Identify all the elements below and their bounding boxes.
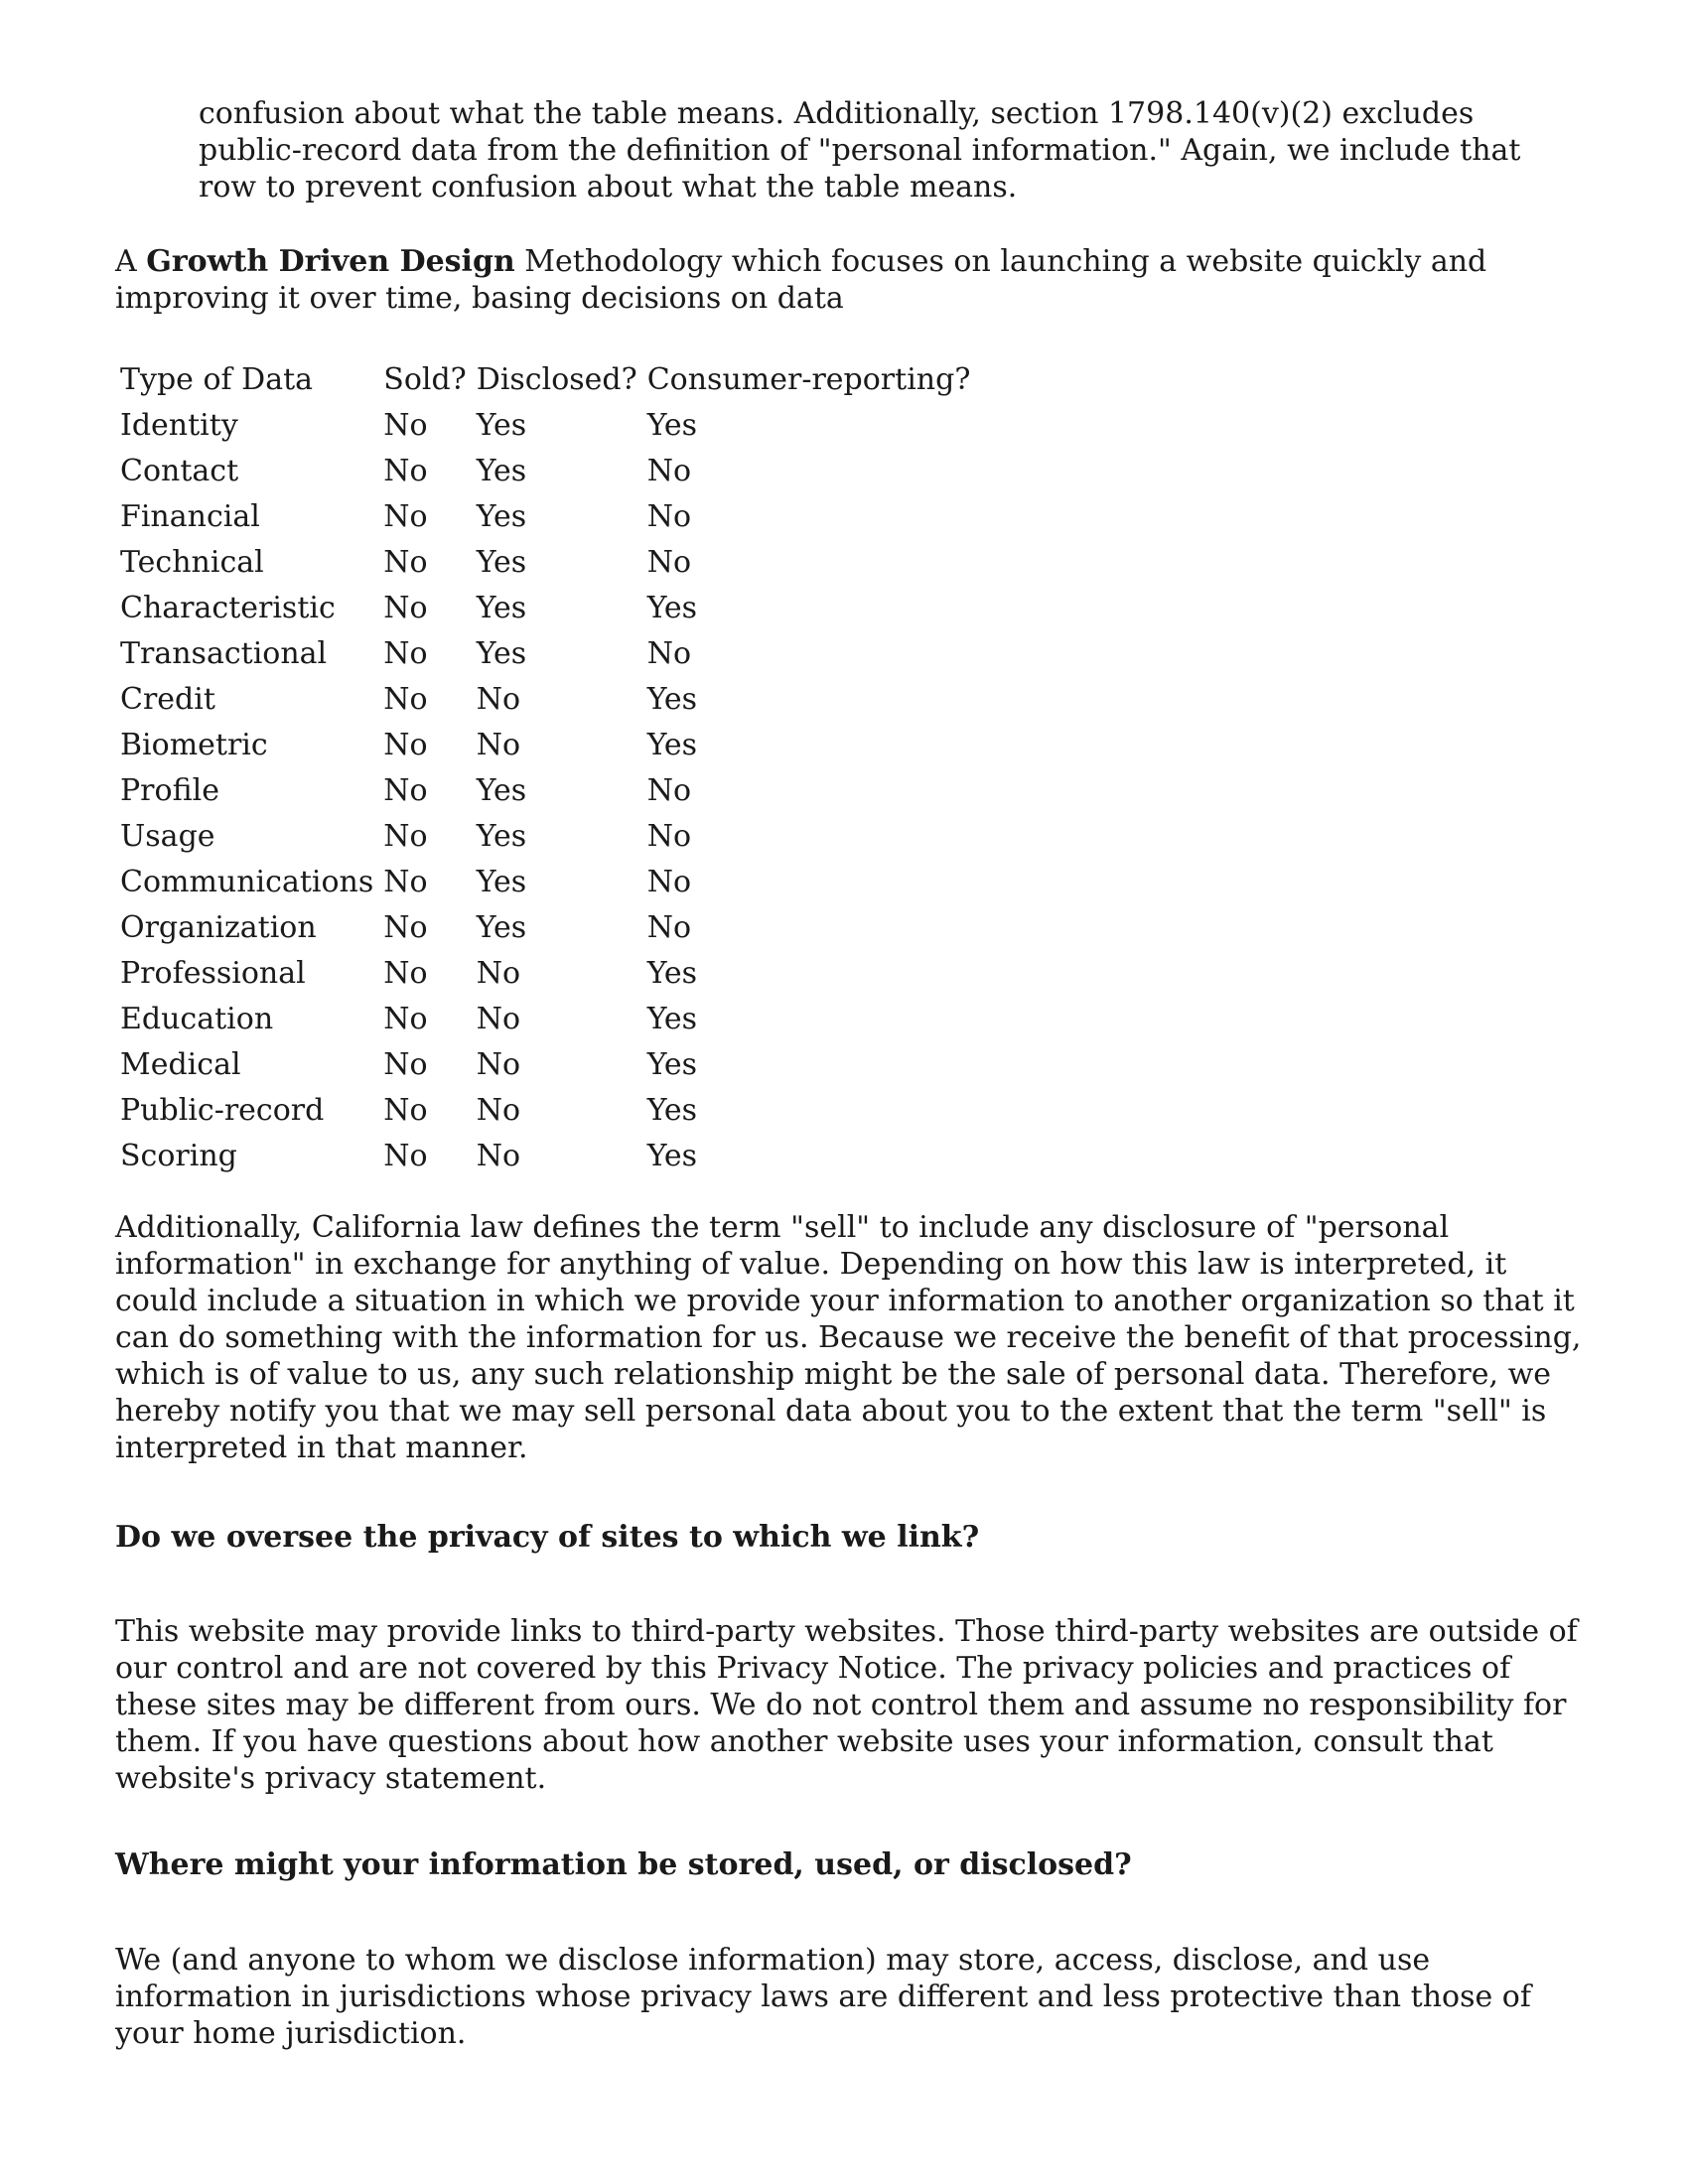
cell-disclosed: Yes (476, 773, 527, 808)
storage-paragraph: We (and anyone to whom we disclose information) may store, access, disclose, and use information in jurisdictions whose privacy laws are different and less protective than those of your home jurisdiction. (115, 1943, 1531, 2051)
table-row (115, 494, 975, 540)
cell-type: Professional (120, 956, 306, 991)
cell-sold: No (383, 773, 428, 808)
cell-type: Transactional (120, 636, 328, 671)
cell-consumer-reporting: No (646, 636, 692, 671)
cell-consumer-reporting: No (646, 499, 692, 534)
table-row (115, 997, 975, 1042)
continuation-paragraph: confusion about what the table means. Additionally, section 1798.140(v)(2) excludes public-record data from the definition of "personal information." Again, we include that row to prevent confusion about what the table means. (199, 96, 1521, 205)
links-paragraph: This website may provide links to third-party websites. Those third-party websites are outside of our control and are not covered by this Privacy Notice. The privacy policies and practices of these sites may be different from ours. We do not control them and assume no responsibility for them. If you have questions about how another website uses your information, consult that website's privacy statement. (115, 1614, 1578, 1796)
cell-sold: No (383, 591, 428, 625)
cell-type: Contact (120, 454, 239, 488)
cell-consumer-reporting: No (646, 819, 692, 854)
intro-bold-term: Growth Driven Design (146, 244, 515, 279)
cell-sold: No (383, 1139, 428, 1173)
sell-paragraph: Additionally, California law defines the term "sell" to include any disclosure of "personal information" in exchange for anything of value. Depending on how this law is interpreted, it could include a situation in which we provide your information to another organization so that it can do something with the information for us. Because we receive the benefit of that processing, which is of value to us, any such relationship might be the sale of personal data. Therefore, we hereby notify you that we may sell personal data about you to the extent that the term "sell" is interpreted in that manner. (115, 1210, 1582, 1465)
cell-sold: No (383, 956, 428, 991)
cell-sold: No (383, 682, 428, 717)
table-row (115, 814, 975, 860)
cell-consumer-reporting: Yes (646, 956, 698, 991)
cell-disclosed: Yes (476, 499, 527, 534)
table-row (115, 449, 975, 494)
table-row (115, 540, 975, 586)
cell-type: Technical (120, 545, 264, 580)
table-row (115, 723, 975, 768)
header-sold: Sold? (383, 362, 467, 397)
cell-sold: No (383, 819, 428, 854)
cell-disclosed: Yes (476, 408, 527, 443)
table-row (115, 1134, 975, 1179)
cell-sold: No (383, 636, 428, 671)
cell-type: Biometric (120, 728, 268, 762)
cell-sold: No (383, 865, 428, 899)
storage-heading: Where might your information be stored, used, or disclosed? (115, 1847, 1132, 1882)
cell-consumer-reporting: Yes (646, 1047, 698, 1082)
table-row (115, 1042, 975, 1088)
cell-consumer-reporting: No (646, 910, 692, 945)
cell-type: Identity (120, 408, 238, 443)
table-header-row (115, 357, 975, 403)
cell-disclosed: No (476, 1002, 521, 1036)
table-body (115, 403, 975, 1179)
cell-consumer-reporting: Yes (646, 408, 698, 443)
cell-type: Public-record (120, 1093, 325, 1128)
cell-type: Organization (120, 910, 317, 945)
cell-disclosed: No (476, 1139, 521, 1173)
cell-type: Scoring (120, 1139, 237, 1173)
cell-disclosed: No (476, 682, 521, 717)
cell-type: Communications (120, 865, 374, 899)
table-row (115, 860, 975, 905)
intro-prefix: A (115, 244, 147, 279)
cell-type: Medical (120, 1047, 241, 1082)
cell-disclosed: Yes (476, 591, 527, 625)
table-row (115, 403, 975, 449)
data-types-table (115, 357, 975, 1179)
table-row (115, 1088, 975, 1134)
cell-consumer-reporting: Yes (646, 682, 698, 717)
table-row (115, 905, 975, 951)
header-type-of-data: Type of Data (120, 362, 314, 397)
cell-consumer-reporting: Yes (646, 1093, 698, 1128)
intro-suffix: Methodology which focuses on launching a website quickly and improving it over time, basing decisions on data (115, 244, 1487, 316)
cell-sold: No (383, 454, 428, 488)
table-row (115, 768, 975, 814)
cell-disclosed: No (476, 1093, 521, 1128)
cell-disclosed: Yes (476, 910, 527, 945)
cell-consumer-reporting: Yes (646, 591, 698, 625)
cell-sold: No (383, 728, 428, 762)
cell-disclosed: No (476, 1047, 521, 1082)
header-disclosed: Disclosed? (476, 362, 637, 397)
cell-type: Profile (120, 773, 219, 808)
cell-sold: No (383, 408, 428, 443)
cell-sold: No (383, 545, 428, 580)
cell-sold: No (383, 499, 428, 534)
cell-consumer-reporting: Yes (646, 1002, 698, 1036)
cell-type: Characteristic (120, 591, 336, 625)
cell-type: Education (120, 1002, 274, 1036)
cell-type: Credit (120, 682, 215, 717)
cell-disclosed: Yes (476, 454, 527, 488)
cell-sold: No (383, 1093, 428, 1128)
table-row (115, 631, 975, 677)
cell-sold: No (383, 1047, 428, 1082)
cell-consumer-reporting: Yes (646, 728, 698, 762)
cell-disclosed: Yes (476, 819, 527, 854)
cell-consumer-reporting: No (646, 865, 692, 899)
cell-disclosed: Yes (476, 545, 527, 580)
table-row (115, 951, 975, 997)
table-row (115, 586, 975, 631)
cell-consumer-reporting: No (646, 773, 692, 808)
cell-sold: No (383, 1002, 428, 1036)
header-consumer-reporting: Consumer-reporting? (646, 362, 971, 397)
cell-type: Usage (120, 819, 215, 854)
cell-disclosed: Yes (476, 636, 527, 671)
cell-consumer-reporting: No (646, 454, 692, 488)
table-row (115, 677, 975, 723)
cell-disclosed: No (476, 728, 521, 762)
links-heading: Do we oversee the privacy of sites to which we link? (115, 1520, 980, 1555)
cell-consumer-reporting: No (646, 545, 692, 580)
cell-sold: No (383, 910, 428, 945)
intro-paragraph (115, 243, 1585, 317)
cell-disclosed: No (476, 956, 521, 991)
cell-type: Financial (120, 499, 260, 534)
cell-consumer-reporting: Yes (646, 1139, 698, 1173)
cell-disclosed: Yes (476, 865, 527, 899)
